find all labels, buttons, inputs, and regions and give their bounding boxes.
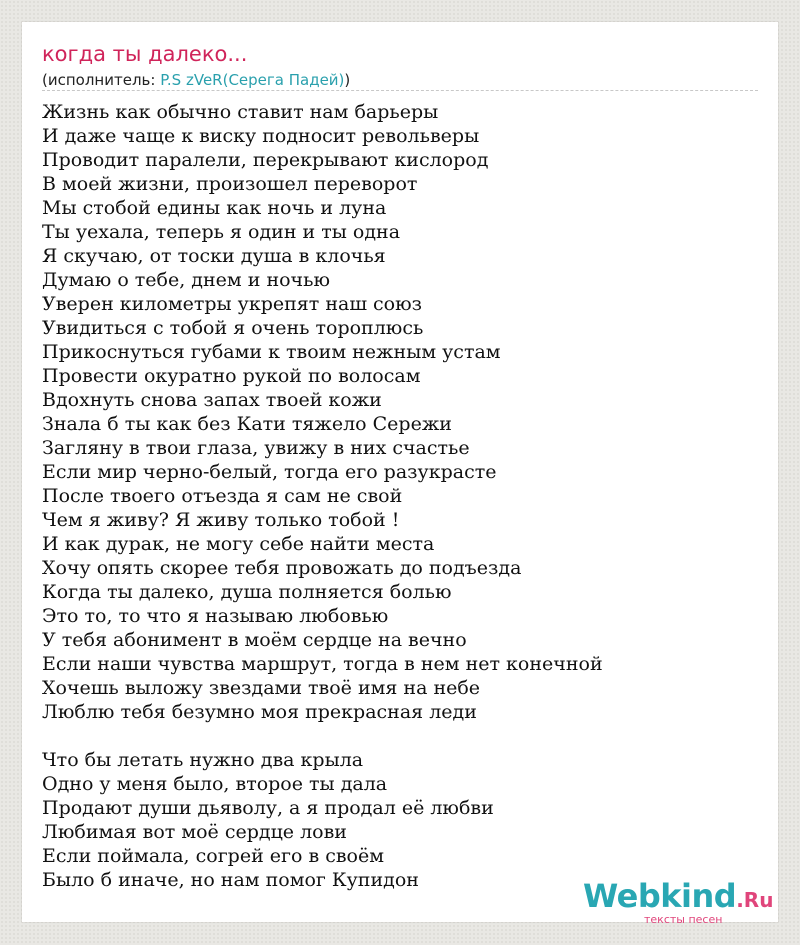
lyric-line: У тебя абонимент в моём сердце на вечно [42,629,467,651]
lyric-line: Ты уехала, теперь я один и ты одна [42,221,401,243]
lyric-line: И даже чаще к виску подносит револьверы [42,125,480,147]
lyric-line: В моей жизни, произошел переворот [42,173,418,195]
lyric-line: После твоего отъезда я сам не свой [42,485,403,507]
lyric-line: Мы стобой едины как ночь и луна [42,197,387,219]
logo-tld: .Ru [736,888,774,912]
lyric-line: Это то, то что я называю любовью [42,605,389,627]
lyric-line: Жизнь как обычно ставит нам барьеры [42,101,439,123]
lyric-line: Если наши чувства маршрут, тогда в нем нет конечной [42,653,603,675]
lyric-line: Знала б ты как без Кати тяжело Сережи [42,413,452,435]
artist-prefix: (исполнитель: [42,71,161,89]
lyric-line: Загляну в твои глаза, увижу в них счастье [42,437,470,459]
lyric-line: Любимая вот моё сердце лови [42,821,347,843]
stanza-break [42,724,762,748]
lyric-line: Провести окуратно рукой по волосам [42,365,421,387]
lyric-line: Хочу опять скорее тебя провожать до подъезда [42,557,522,579]
lyric-line: Хочешь выложу звездами твоё имя на небе [42,677,481,699]
artist-link[interactable]: P.S zVeR(Серега Падей) [160,71,345,89]
lyric-line: Продают души дьяволу, а я продал её любви [42,797,494,819]
logo-word: Webkind [583,877,737,915]
lyrics-card [22,22,778,926]
lyric-line: Что бы летать нужно два крыла [42,749,364,771]
lyric-line: Увидиться с тобой я очень тороплюсь [42,317,424,339]
lyric-line: Если поймала, согрей его в своём [42,845,384,867]
lyric-line: И как дурак, не могу себе найти места [42,533,435,555]
lyrics-text [42,100,762,892]
lyric-line: Уверен километры укрепят наш союз [42,293,423,315]
song-title: когда ты далеко... [42,42,248,66]
lyric-line: Проводит паралели, перекрывают кислород [42,149,489,171]
artist-line [42,71,350,89]
lyric-line: Одно у меня было, второе ты дала [42,773,388,795]
lyric-line: Думаю о тебе, днем и ночью [42,269,330,291]
lyric-line: Чем я живу? Я живу только тобой ! [42,509,400,531]
lyric-line: Было б иначе, но нам помог Купидон [42,869,419,891]
artist-suffix: ) [344,71,351,89]
lyric-line: Когда ты далеко, душа полняется болью [42,581,452,603]
title-divider [42,90,758,91]
lyric-line: Если мир черно-белый, тогда его разукрасте [42,461,497,483]
lyric-line: Прикоснуться губами к твоим нежным устам [42,341,501,363]
lyric-line: Я скучаю, от тоски душа в клочья [42,245,386,267]
lyric-line: Вдохнуть снова запах твоей кожи [42,389,382,411]
site-logo[interactable] [583,877,774,926]
lyric-line: Люблю тебя безумно моя прекрасная леди [42,701,477,723]
logo-subtitle: тексты песен [644,913,723,926]
